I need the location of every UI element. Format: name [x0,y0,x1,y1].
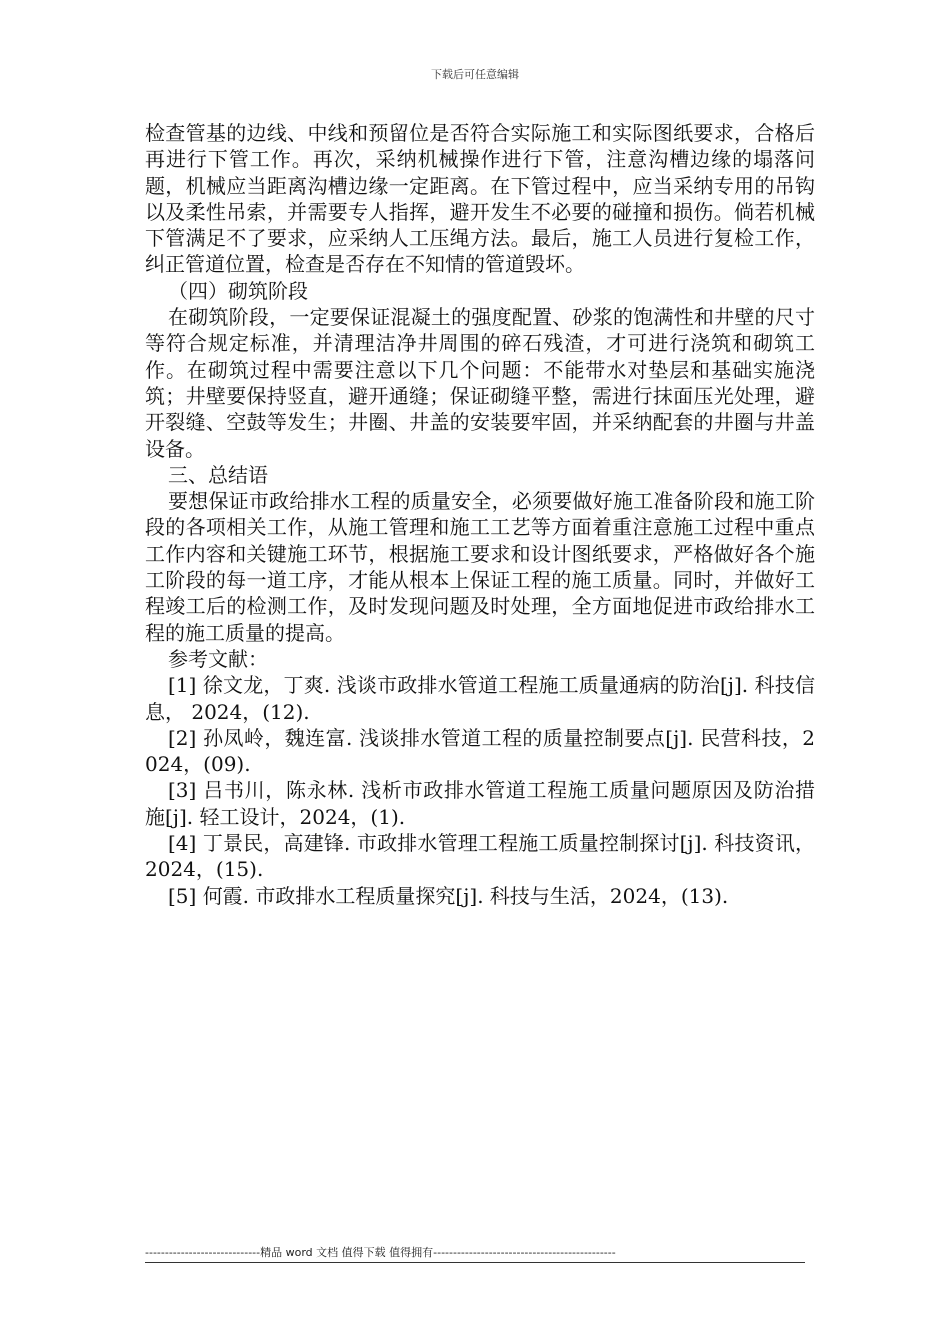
body-paragraph-conclusion: 要想保证市政给排水工程的质量安全，必须要做好施工准备阶段和施工阶段的各项相关工作，从施工管理和施工工艺等方面着重注意施工过程中重点工作内容和关键施工环节，根据施工要求和设计图纸要求，严格做好各个施工阶段的每一道工序，才能从根本上保证工程的施工质量。同时，并做好工程竣工后的检测工作，及时发现问题及时处理，全方面地促进市政给排水工程的施工质量的提高。 [145,489,815,645]
body-paragraph-masonry: 在砌筑阶段，一定要保证混凝土的强度配置、砂浆的饱满性和井壁的尺寸等符合规定标准，并清理洁净井周围的碎石残渣，才可进行浇筑和砌筑工作。在砌筑过程中需要注意以下几个问题：不能带水对垫层和基础实施浇筑；井壁要保持竖直，避开通缝；保证砌缝平整，需进行抹面压光处理，避开裂缝、空鼓等发生；井圈、井盖的安装要牢固，并采纳配套的井圈与井盖设备。 [145,305,815,461]
reference-item: [5] 何霞. 市政排水工程质量探究[j]. 科技与生活，2024，(13). [168,883,729,908]
document-body [145,120,815,909]
page-header-note: 下载后可任意编辑 [431,68,519,81]
reference-item: [4] 丁景民，高建锋. 市政排水管理工程施工质量控制探讨[j]. 科技资讯，2024，(15). [145,831,815,882]
section-heading-masonry: （四）砌筑阶段 [168,278,308,303]
section-heading-conclusion: 三、总结语 [168,462,268,487]
reference-item: [1] 徐文龙，丁爽. 浅谈市政排水管道工程施工质量通病的防治[j]. 科技信息， 2024，(12). [145,673,815,724]
section-heading-references: 参考文献： [168,646,268,671]
reference-item: [3] 吕书川，陈永林. 浅析市政排水管道工程施工质量问题原因及防治措施[j]. 轻工设计，2024，(1). [145,778,815,829]
page-footer-note: -----------------------------精品 word 文档 值得下载 值得拥有---------------------------------------------- [145,1246,616,1259]
reference-item: [2] 孙凤岭，魏连富. 浅谈排水管道工程的质量控制要点[j]. 民营科技，2024，(09). [145,725,815,777]
footer-divider [145,1262,805,1263]
body-paragraph-pipe-laying: 检查管基的边线、中线和预留位是否符合实际施工和实际图纸要求，合格后再进行下管工作。再次，采纳机械操作进行下管，注意沟槽边缘的塌落问题，机械应当距离沟槽边缘一定距离。在下管过程中，应当采纳专用的吊钩以及柔性吊索，并需要专人指挥，避开发生不必要的碰撞和损伤。倘若机械下管满足不了要求，应采纳人工压绳方法。最后，施工人员进行复检工作，纠正管道位置，检查是否存在不知情的管道毁坏。 [145,121,815,277]
